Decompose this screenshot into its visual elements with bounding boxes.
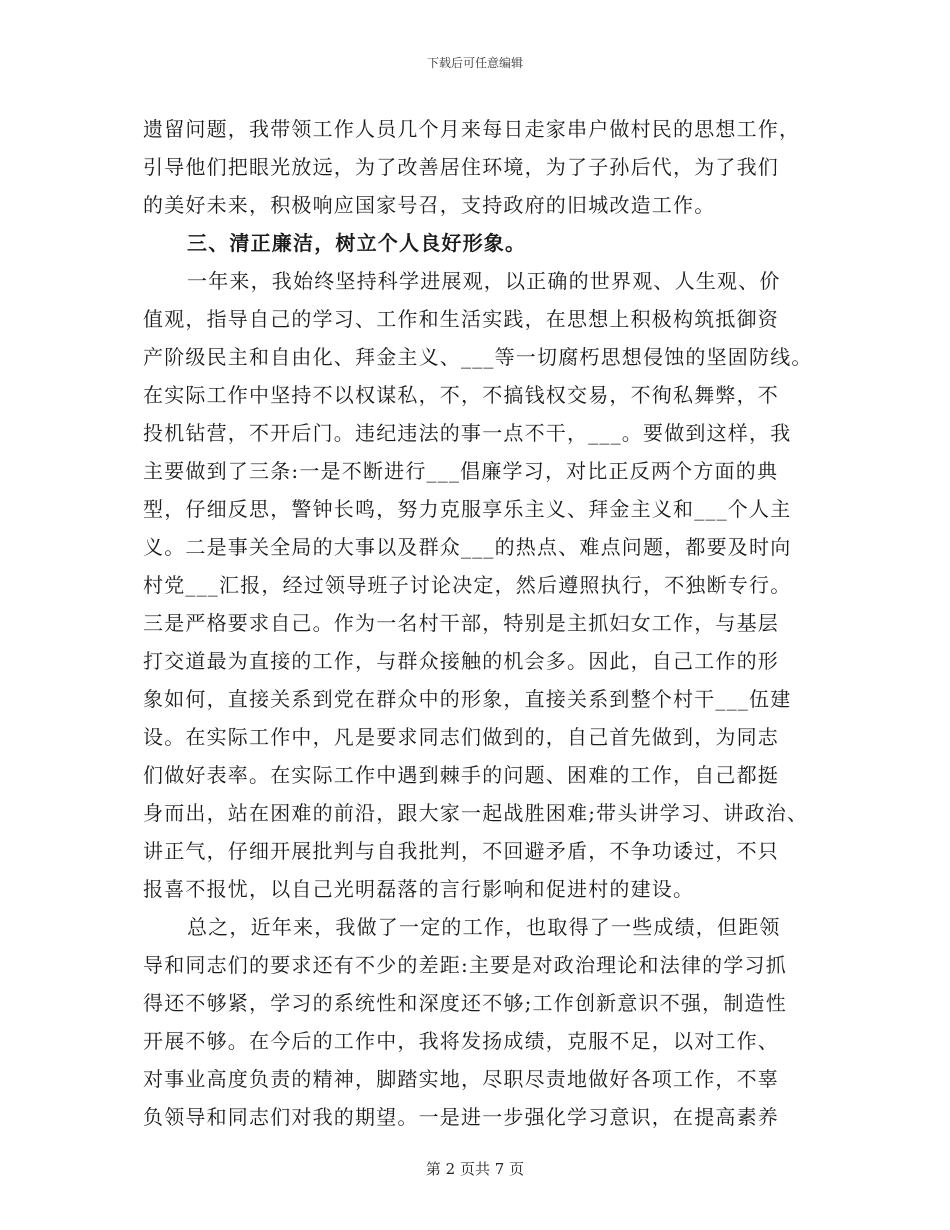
paragraph-line: 总之，近年来，我做了一定的工作，也取得了一些成绩，但距领 — [187, 915, 781, 939]
paragraph-line: 讲正气，仔细开展批判与自我批判，不回避矛盾，不争功诿过，不只 — [143, 839, 779, 863]
page-footer: 第 2 页共 7 页 — [425, 1160, 525, 1178]
paragraph-line: 义。二是事关全局的大事以及群众___的热点、难点问题，都要及时向 — [143, 535, 792, 559]
document-body — [143, 110, 823, 1136]
paragraph-line: 村党___汇报，经过领导班子讨论决定，然后遵照执行，不独断专行。 — [143, 573, 792, 597]
paragraph-line: 得还不够紧，学习的系统性和深度还不够;工作创新意识不强，制造性 — [143, 991, 787, 1015]
paragraph-line: 值观，指导自己的学习、工作和生活实践，在思想上积极构筑抵御资 — [143, 307, 779, 331]
paragraph-line: 三是严格要求自己。作为一名村干部，特别是主抓妇女工作，与基层 — [143, 611, 779, 635]
paragraph-line: 身而出，站在困难的前沿，跟大家一起战胜困难;带头讲学习、讲政治、 — [143, 801, 809, 825]
paragraph-line: 导和同志们的要求还有不少的差距:主要是对政治理论和法律的学习抓 — [143, 953, 787, 977]
page-header: 下载后可任意编辑 — [426, 56, 523, 70]
paragraph-line: 设。在实际工作中，凡是要求同志们做到的，自己首先做到，为同志 — [143, 725, 779, 749]
paragraph-line: 负领导和同志们对我的期望。一是进一步强化学习意识，在提高素养 — [143, 1105, 779, 1129]
paragraph-line: 主要做到了三条:一是不断进行___倡廉学习，对比正反两个方面的典 — [143, 459, 779, 483]
paragraph-line: 打交道最为直接的工作，与群众接触的机会多。因此，自己工作的形 — [143, 649, 779, 673]
section-heading: 三、清正廉洁，树立个人良好形象。 — [187, 231, 527, 255]
paragraph-line: 开展不够。在今后的工作中，我将发扬成绩，克服不足，以对工作、 — [143, 1029, 779, 1053]
paragraph-line: 的美好未来，积极响应国家号召，支持政府的旧城改造工作。 — [143, 193, 716, 217]
paragraph-line: 遗留问题，我带领工作人员几个月来每日走家串户做村民的思想工作， — [143, 117, 801, 141]
paragraph-line: 对事业高度负责的精神，脚踏实地，尽职尽责地做好各项工作，不辜 — [143, 1067, 779, 1091]
paragraph-line: 投机钻营，不开后门。违纪违法的事一点不干，___。要做到这样，我 — [143, 421, 792, 445]
paragraph-line: 型，仔细反思，警钟长鸣，努力克服享乐主义、拜金主义和___个人主 — [143, 497, 792, 521]
paragraph-line: 象如何，直接关系到党在群众中的形象，直接关系到整个村干___伍建 — [143, 687, 792, 711]
paragraph-line: 报喜不报忧，以自己光明磊落的言行影响和促进村的建设。 — [143, 877, 695, 901]
paragraph-line: 一年来，我始终坚持科学进展观，以正确的世界观、人生观、价 — [187, 269, 781, 293]
paragraph-line: 产阶级民主和自由化、拜金主义、___等一切腐朽思想侵蚀的坚固防线。 — [143, 345, 813, 369]
paragraph-line: 们做好表率。在实际工作中遇到棘手的问题、困难的工作，自己都挺 — [143, 763, 779, 787]
paragraph-line: 引导他们把眼光放远，为了改善居住环境，为了子孙后代，为了我们 — [143, 155, 779, 179]
paragraph-line: 在实际工作中坚持不以权谋私，不，不搞钱权交易，不徇私舞弊，不 — [143, 383, 779, 407]
